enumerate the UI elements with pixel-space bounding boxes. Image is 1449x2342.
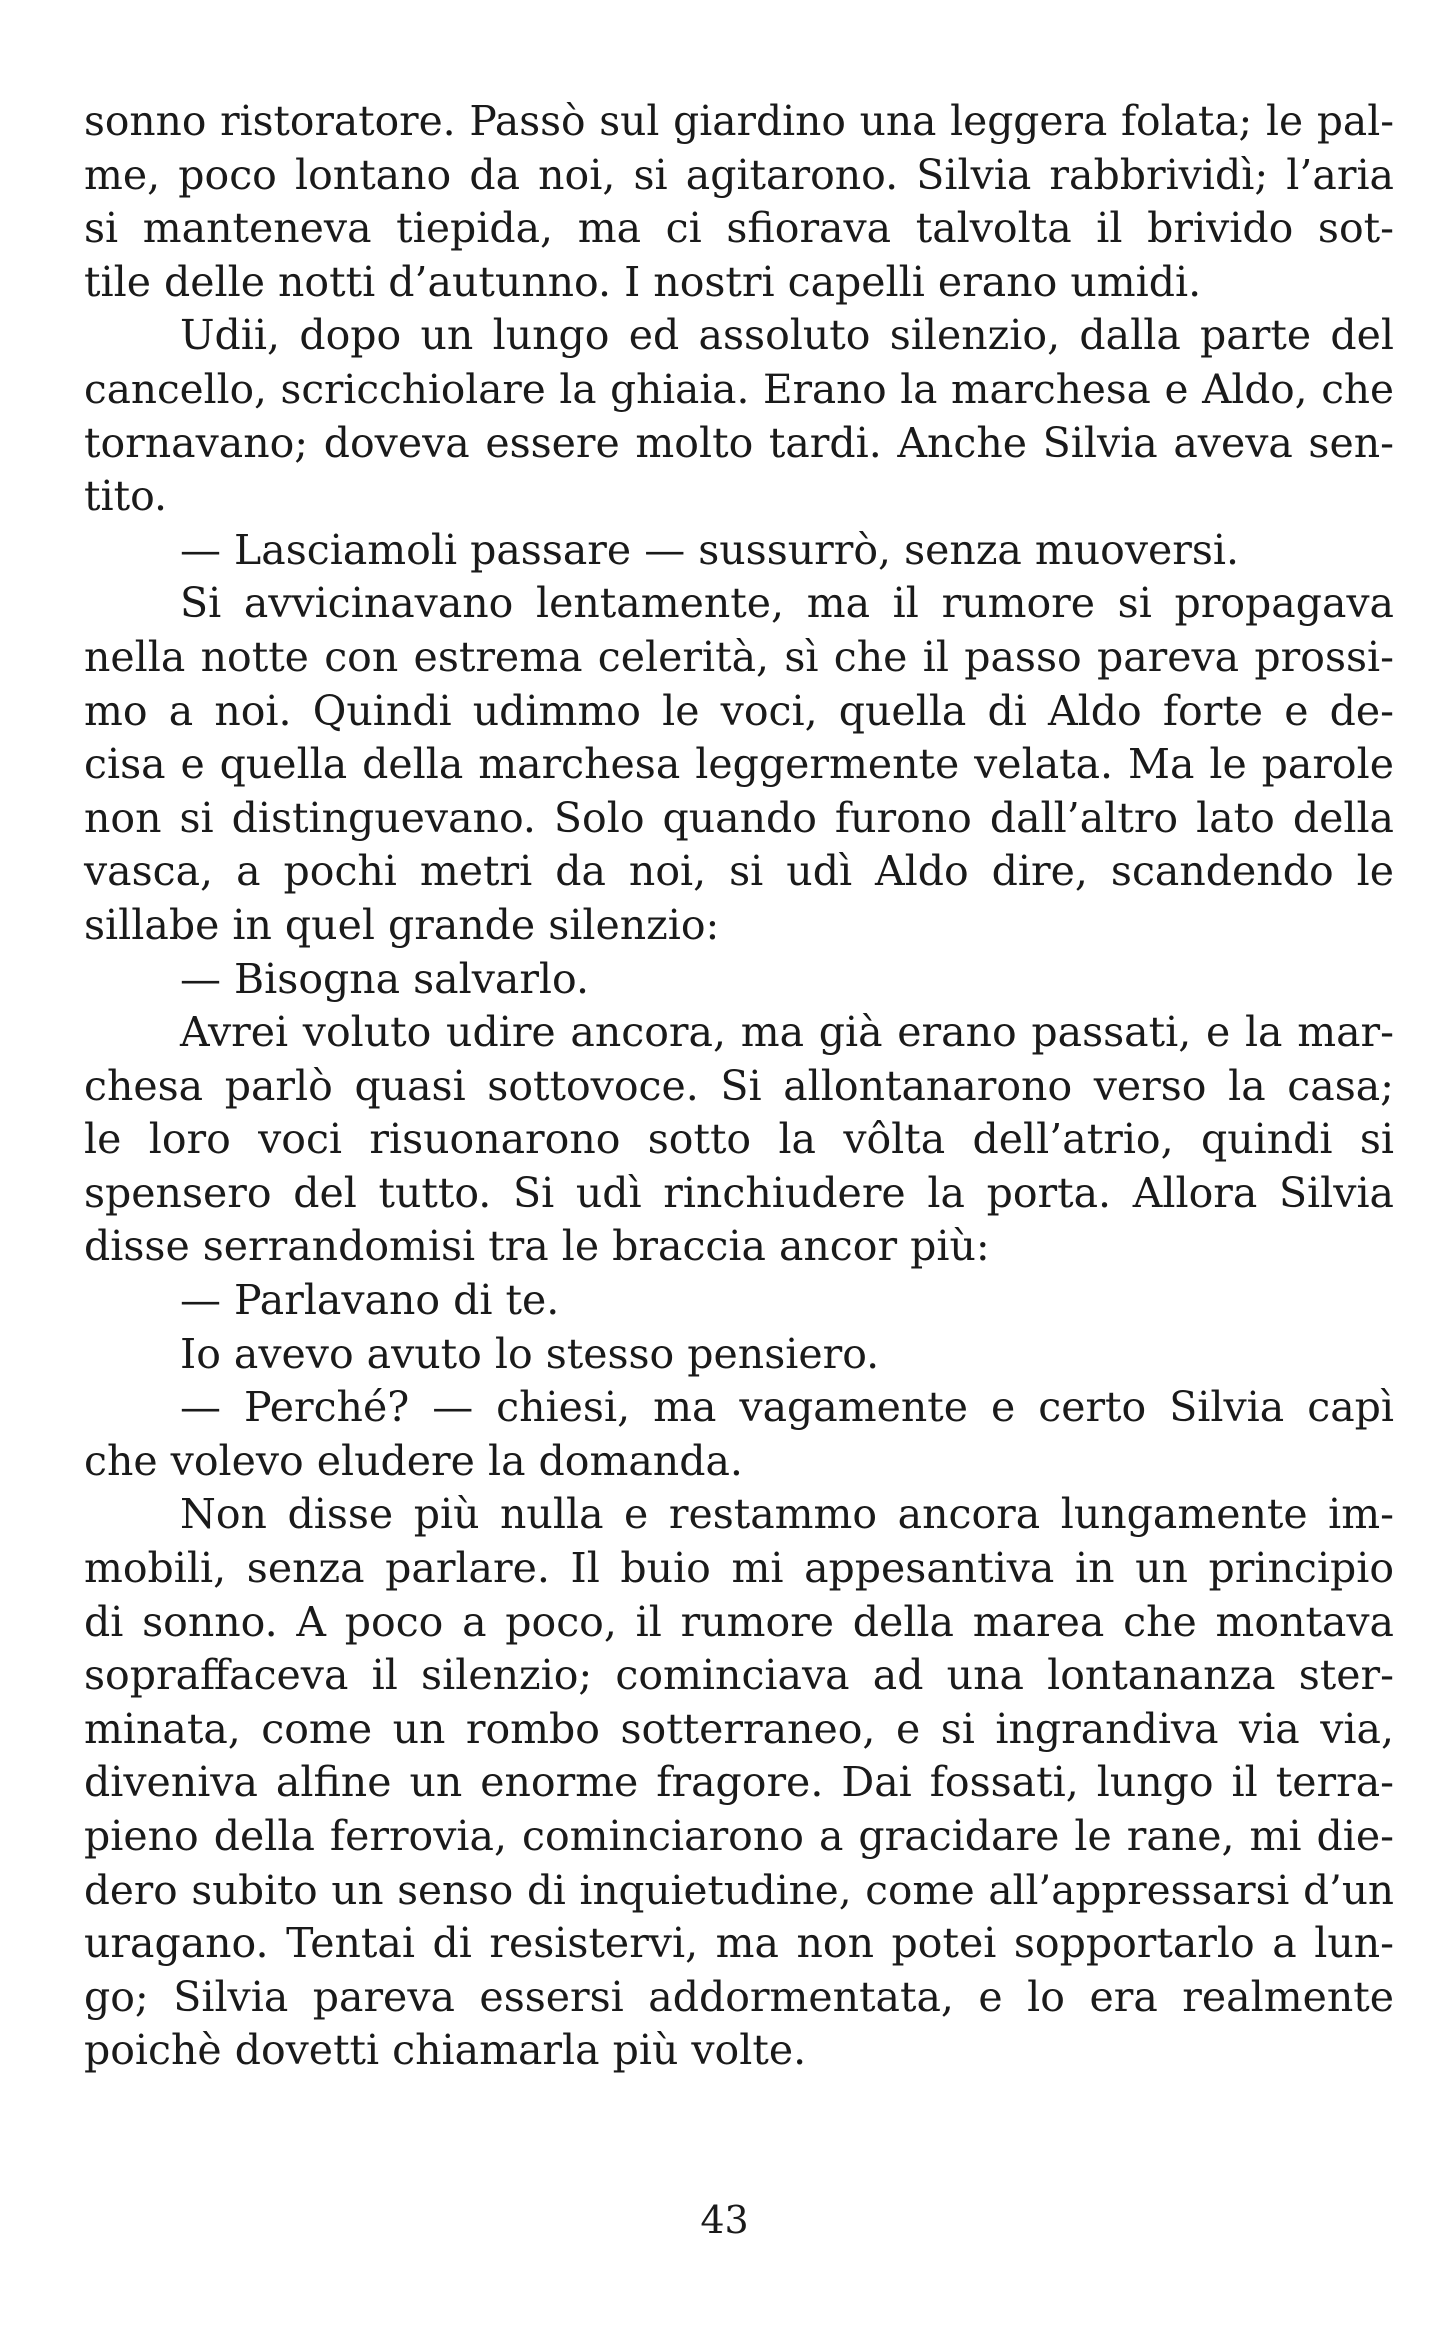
text-line: tornavano; doveva essere molto tardi. Anche Silvia aveva sen- [84, 418, 1394, 467]
text-line: Avrei voluto udire ancora, ma già erano passati, e la mar- [180, 1008, 1394, 1057]
text-line: dero subito un senso di inquietudine, come all’appressarsi d’un [84, 1865, 1394, 1914]
text-line: Si avvicinavano lentamente, ma il rumore si propagava [180, 579, 1394, 628]
text-line: non si distinguevano. Solo quando furono dall’altro lato della [84, 793, 1394, 842]
text-line: sillabe in quel grande silenzio: [84, 900, 720, 949]
text-line: Udii, dopo un lungo ed assoluto silenzio, dalla parte del [180, 311, 1394, 360]
text-line: poichè dovetti chiamarla più volte. [84, 2026, 807, 2075]
text-line: spensero del tutto. Si udì rinchiudere la porta. Allora Silvia [84, 1168, 1394, 1217]
text-line: sonno ristoratore. Passò sul giardino una leggera folata; le pal- [84, 97, 1394, 145]
text-line: disse serrandomisi tra le braccia ancor più: [84, 1222, 990, 1271]
page-number: 43 [700, 2198, 749, 2242]
text-line: — Perché? — chiesi, ma vagamente e certo Silvia capì [180, 1383, 1394, 1432]
text-line: uragano. Tentai di resistervi, ma non potei sopportarlo a lun- [84, 1919, 1394, 1968]
text-line: tito. [84, 472, 168, 521]
text-line: cisa e quella della marchesa leggermente velata. Ma le parole [84, 740, 1394, 789]
text-line: minata, come un rombo sotterraneo, e si ingrandiva via via, [84, 1704, 1394, 1753]
text-line: nella notte con estrema celerità, sì che il passo pareva prossi- [84, 632, 1394, 681]
text-line: — Lasciamoli passare — sussurrò, senza muoversi. [180, 525, 1240, 574]
text-line: Non disse più nulla e restammo ancora lungamente im- [180, 1490, 1394, 1539]
text-line: si manteneva tiepida, ma ci sfiorava talvolta il brivido sot- [84, 204, 1394, 253]
text-line: me, poco lontano da noi, si agitarono. Silvia rabbrividì; l’aria [84, 150, 1394, 199]
text-line: chesa parlò quasi sottovoce. Si allontanarono verso la casa; [84, 1061, 1394, 1110]
text-line: che volevo eludere la domanda. [84, 1436, 743, 1485]
text-line: sopraffaceva il silenzio; cominciava ad una lontananza ster- [84, 1651, 1394, 1700]
text-line: pieno della ferrovia, cominciarono a gracidare le rane, mi die- [84, 1812, 1394, 1860]
text-line: di sonno. A poco a poco, il rumore della marea che montava [84, 1597, 1394, 1646]
text-line: — Parlavano di te. [180, 1276, 560, 1325]
text-line: mo a noi. Quindi udimmo le voci, quella di Aldo forte e de- [84, 686, 1394, 735]
text-line: Io avevo avuto lo stesso pensiero. [180, 1329, 880, 1378]
book-page-body [84, 95, 1394, 2078]
text-line: diveniva alfine un enorme fragore. Dai fossati, lungo il terra- [84, 1758, 1394, 1807]
text-line: le loro voci risuonarono sotto la vôlta dell’atrio, quindi si [84, 1115, 1394, 1164]
text-line: go; Silvia pareva essersi addormentata, e lo era realmente [84, 1972, 1394, 2021]
text-line: cancello, scricchiolare la ghiaia. Erano la marchesa e Aldo, che [84, 364, 1394, 413]
text-line: mobili, senza parlare. Il buio mi appesantiva in un principio [84, 1544, 1394, 1593]
text-line: — Bisogna salvarlo. [180, 954, 590, 1003]
text-line: vasca, a pochi metri da noi, si udì Aldo dire, scandendo le [84, 847, 1394, 896]
text-line: tile delle notti d’autunno. I nostri capelli erano umidi. [84, 257, 1202, 306]
